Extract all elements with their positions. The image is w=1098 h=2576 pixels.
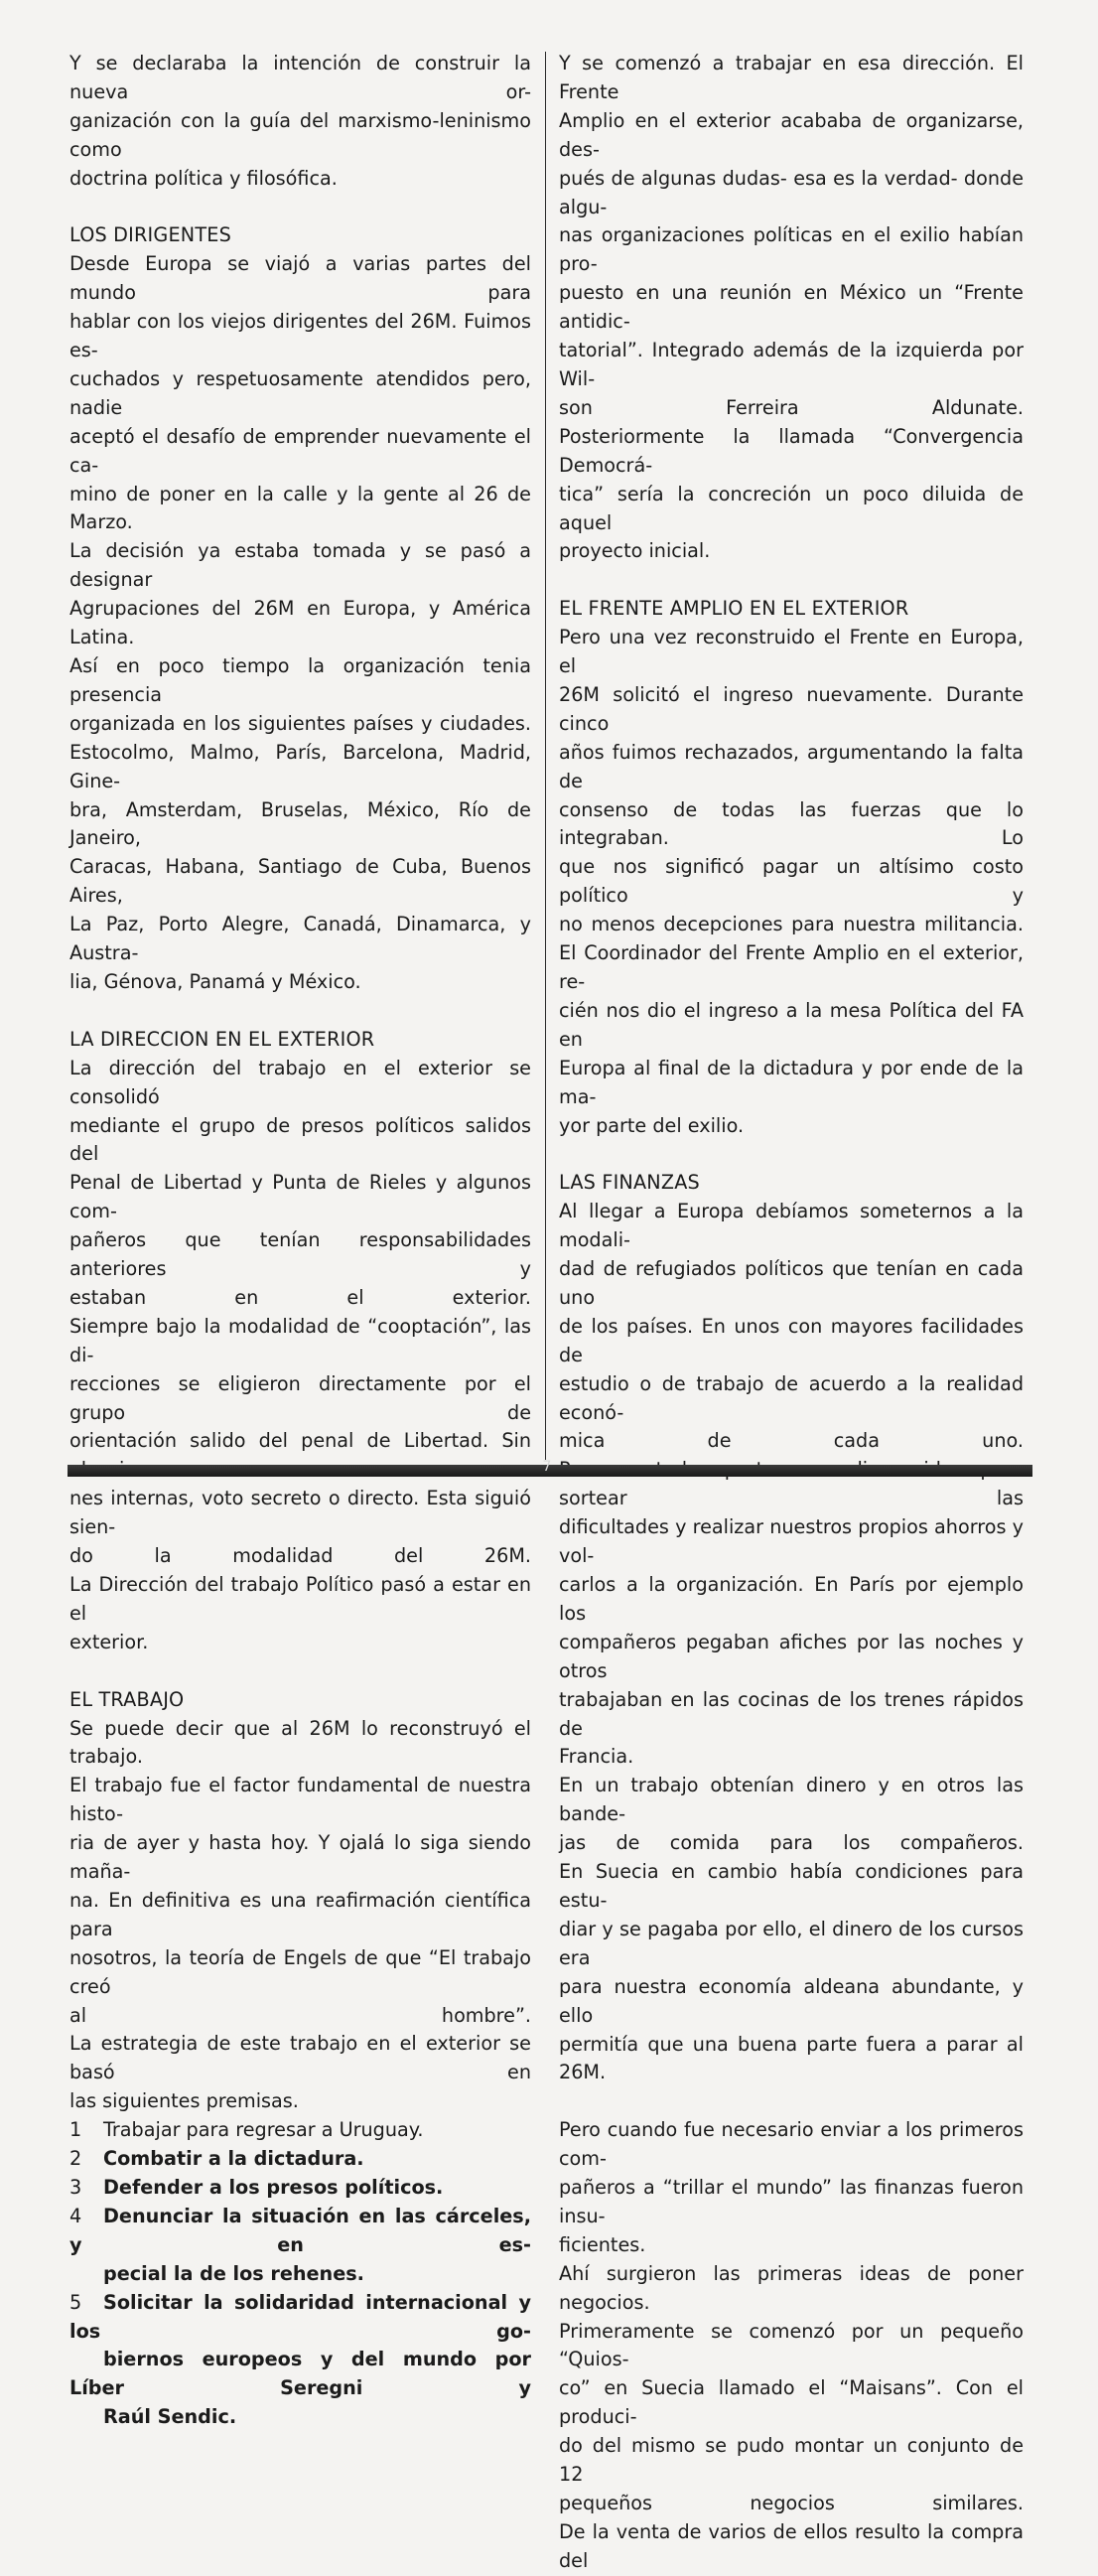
- text-line: doctrina política y filosófica.: [69, 166, 338, 190]
- text-line: consenso de todas las fuerzas que lo integraban. Lo: [559, 797, 1024, 850]
- premisa-item: [69, 2203, 531, 2260]
- text-line: Europa al final de la dictadura y por ende de la ma-: [559, 1056, 1024, 1108]
- text-line: do la modalidad del 26M.: [69, 1544, 531, 1568]
- premisa-text: pecial la de los rehenes.: [103, 2261, 364, 2285]
- text-line: La Paz, Porto Alegre, Canadá, Dinamarca, y Austra-: [69, 913, 531, 965]
- premisa-number: 5: [69, 2290, 82, 2314]
- text-line: sortear las: [559, 1487, 1024, 1510]
- page-number: 7: [542, 1459, 552, 1475]
- text-line: lia, Génova, Panamá y México.: [69, 969, 361, 993]
- text-line: ria de ayer y hasta hoy. Y ojalá lo siga siendo maña-: [69, 1831, 531, 1884]
- text-line: Así en poco tiempo la organización tenia presencia: [69, 654, 531, 706]
- text-line: El trabajo fue el factor fundamental de nuestra histo-: [69, 1774, 531, 1826]
- premisa-item: [69, 2289, 531, 2347]
- premisa-text: Trabajar para regresar a Uruguay.: [103, 2118, 424, 2142]
- premisa-text: Combatir a la dictadura.: [103, 2147, 364, 2171]
- premisas-list: [69, 2116, 531, 2432]
- text-line: La decisión ya estaba tomada y se pasó a designar: [69, 539, 531, 592]
- text-line: cién nos dio el ingreso a la mesa Política del FA en: [559, 998, 1024, 1051]
- premisa-number: 3: [69, 2176, 82, 2200]
- text-line: pañeros a “trillar el mundo” las finanzas fueron insu-: [559, 2176, 1024, 2227]
- text-line: nas organizaciones políticas en el exilio habían pro-: [559, 223, 1024, 276]
- text-line: En Suecia en cambio había condiciones para estu-: [559, 1860, 1024, 1912]
- premisa-text: Solicitar la solidaridad internacional y los go-: [69, 2290, 531, 2343]
- heading-direccion-exterior: LA DIRECCION EN EL EXTERIOR: [69, 1027, 375, 1051]
- text-line: Al llegar a Europa debíamos someternos a la modali-: [559, 1200, 1024, 1252]
- premisa-item: [69, 2346, 531, 2403]
- text-line: ficientes.: [559, 2232, 646, 2256]
- premisa-item: [69, 2145, 531, 2174]
- text-line: compañeros pegaban afiches por las noches y otros: [559, 1630, 1024, 1682]
- text-line: de los países. En unos con mayores facilidades de: [559, 1314, 1024, 1366]
- text-line: Pero una vez reconstruido el Frente en Europa, el: [559, 626, 1024, 678]
- text-line: dificultades y realizar nuestros propios ahorros y vol-: [559, 1515, 1024, 1568]
- text-line: puesto en una reunión en México un “Frente antidic-: [559, 281, 1024, 334]
- text-line: bra, Amsterdam, Bruselas, México, Río de Janeiro,: [69, 797, 531, 850]
- text-line: En un trabajo obtenían dinero y en otros las bande-: [559, 1774, 1024, 1826]
- text-line: Se puede decir que al 26M lo reconstruyó el trabajo.: [69, 1716, 531, 1769]
- intro-paragraph: [69, 50, 531, 194]
- text-line: diar y se pagaba por ello, el dinero de los cursos era: [559, 1917, 1024, 1969]
- text-line: Posteriormente la llamada “Convergencia Democrá-: [559, 424, 1024, 477]
- text-line: carlos a la organización. En París por ejemplo los: [559, 1573, 1024, 1625]
- text-line: estudio o de trabajo de acuerdo a la realidad econó-: [559, 1371, 1024, 1424]
- finanzas-paragraph: [559, 1198, 1024, 2087]
- text-line: mediante el grupo de presos políticos salidos del: [69, 1113, 531, 1166]
- text-line: Siempre bajo la modalidad de “cooptación”, las di-: [69, 1314, 531, 1366]
- text-line: nes internas, voto secreto o directo. Esta siguió sien-: [69, 1487, 531, 1539]
- text-line: Y se declaraba la intención de construir la nueva or-: [69, 52, 531, 103]
- text-line: estaban en el exterior.: [69, 1285, 531, 1309]
- text-line: trabajaban en las cocinas de los trenes rápidos de: [559, 1687, 1024, 1740]
- text-line: ganización con la guía del marxismo-leninismo como: [69, 108, 531, 161]
- text-line: exterior.: [69, 1630, 149, 1653]
- text-line: son Ferreira Aldunate.: [559, 395, 1024, 419]
- direccion-paragraph: [69, 1055, 531, 1657]
- text-line: organizada en los siguientes países y ciudades.: [69, 711, 531, 735]
- text-line: permitía que una buena parte fuera a parar al 26M.: [559, 2032, 1024, 2084]
- premisa-text: Denunciar la situación en las cárceles, y en es-: [69, 2204, 531, 2256]
- text-line: Caracas, Habana, Santiago de Cuba, Buenos Aires,: [69, 855, 531, 908]
- text-line: Primeramente se comenzó por un pequeño “Quios-: [559, 2319, 1024, 2371]
- text-line: La Dirección del trabajo Político pasó a estar en el: [69, 1573, 531, 1625]
- text-line: Penal de Libertad y Punta de Rieles y algunos com-: [69, 1171, 531, 1223]
- premisa-text: Raúl Sendic.: [103, 2405, 237, 2429]
- text-line: pequeños negocios similares.: [559, 2491, 1024, 2514]
- text-line: nosotros, la teoría de Engels de que “El trabajo creó: [69, 1945, 531, 1998]
- intro-paragraph-right: [559, 50, 1024, 566]
- text-line: Amplio en el exterior acababa de organizarse, des-: [559, 108, 1024, 161]
- text-line: proyecto inicial.: [559, 539, 711, 563]
- text-line: De la venta de varios de ellos resulto la compra del: [559, 2519, 1024, 2572]
- text-line: Y se comenzó a trabajar en esa dirección. El Frente: [559, 52, 1024, 103]
- text-line: La estrategia de este trabajo en el exterior se basó en: [69, 2032, 531, 2084]
- text-line: Francia.: [559, 1745, 634, 1769]
- text-line: años fuimos rechazados, argumentando la falta de: [559, 740, 1024, 792]
- premisa-number: 1: [69, 2118, 82, 2142]
- text-line: Desde Europa se viajó a varias partes del mundo para: [69, 252, 531, 305]
- text-line: cuchados y respetuosamente atendidos pero, nadie: [69, 366, 531, 419]
- premisa-number: 4: [69, 2204, 82, 2227]
- premisa-text: Defender a los presos políticos.: [103, 2176, 444, 2200]
- text-line: jas de comida para los compañeros.: [559, 1831, 1024, 1855]
- heading-los-dirigentes: LOS DIRIGENTES: [69, 223, 231, 247]
- text-line: El Coordinador del Frente Amplio en el exterior, re-: [559, 941, 1024, 993]
- text-line: recciones se eligieron directamente por el grupo de: [69, 1371, 531, 1424]
- premisa-item: [69, 2260, 531, 2289]
- text-line: dad de refugiados políticos que tenían en cada uno: [559, 1257, 1024, 1309]
- text-line: tica” sería la concreción un poco diluida de aquel: [559, 482, 1024, 534]
- premisa-item: [69, 2116, 531, 2145]
- text-line: no menos decepciones para nuestra militancia.: [559, 913, 1024, 936]
- text-line: 26M solicitó el ingreso nuevamente. Durante cinco: [559, 682, 1024, 735]
- text-line: Ahí surgieron las primeras ideas de poner negocios.: [559, 2261, 1024, 2314]
- premisa-item: [69, 2174, 531, 2203]
- text-line: al hombre”.: [69, 2003, 531, 2027]
- premisa-text: biernos europeos y del mundo por Líber Seregni y: [69, 2348, 531, 2400]
- text-line: na. En definitiva es una reafirmación científica para: [69, 1888, 531, 1940]
- text-line: pués de algunas dudas- esa es la verdad- donde algu-: [559, 166, 1024, 218]
- text-line: las siguientes premisas.: [69, 2089, 299, 2113]
- text-line: co” en Suecia llamado el “Maisans”. Con el produci-: [559, 2376, 1024, 2429]
- dirigentes-paragraph: [69, 250, 531, 997]
- text-line: Agrupaciones del 26M en Europa, y América Latina.: [69, 597, 531, 649]
- text-line: orientación salido del penal de Libertad. Sin: [69, 1429, 531, 1453]
- text-line: aceptó el desafío de emprender nuevamente el ca-: [69, 424, 531, 477]
- trabajo-paragraph: [69, 1715, 531, 2117]
- text-line: tatorial”. Integrado además de la izquierda por Wil-: [559, 339, 1024, 390]
- frente-paragraph: [559, 624, 1024, 1140]
- heading-las-finanzas: LAS FINANZAS: [559, 1171, 700, 1195]
- premisa-number: 2: [69, 2147, 82, 2171]
- text-line: Estocolmo, Malmo, París, Barcelona, Madrid, Gine-: [69, 740, 531, 792]
- column-divider: [545, 52, 546, 1460]
- left-column: [69, 50, 531, 2432]
- text-line: para nuestra economía aldeana abundante, y ello: [559, 1974, 1024, 2027]
- text-line: que nos significó pagar un altísimo costo político y: [559, 855, 1024, 908]
- text-line: yor parte del exilio.: [559, 1113, 745, 1137]
- text-line: mica de cada uno.: [559, 1429, 1024, 1453]
- right-column: [559, 50, 1024, 2576]
- finanzas-paragraph-2: [559, 2116, 1024, 2576]
- text-line: hablar con los viejos dirigentes del 26M. Fuimos es-: [69, 310, 531, 362]
- text-line: mino de poner en la calle y la gente al 26 de Marzo.: [69, 482, 531, 534]
- premisa-item: [69, 2403, 531, 2432]
- text-line: pañeros que tenían responsabilidades anteriores y: [69, 1228, 531, 1281]
- heading-el-trabajo: EL TRABAJO: [69, 1687, 185, 1711]
- heading-frente-amplio-exterior: EL FRENTE AMPLIO EN EL EXTERIOR: [559, 597, 909, 621]
- text-line: Pero cuando fue necesario enviar a los primeros com-: [559, 2118, 1024, 2171]
- text-line: do del mismo se pudo montar un conjunto de 12: [559, 2434, 1024, 2487]
- text-line: La dirección del trabajo en el exterior se consolidó: [69, 1056, 531, 1108]
